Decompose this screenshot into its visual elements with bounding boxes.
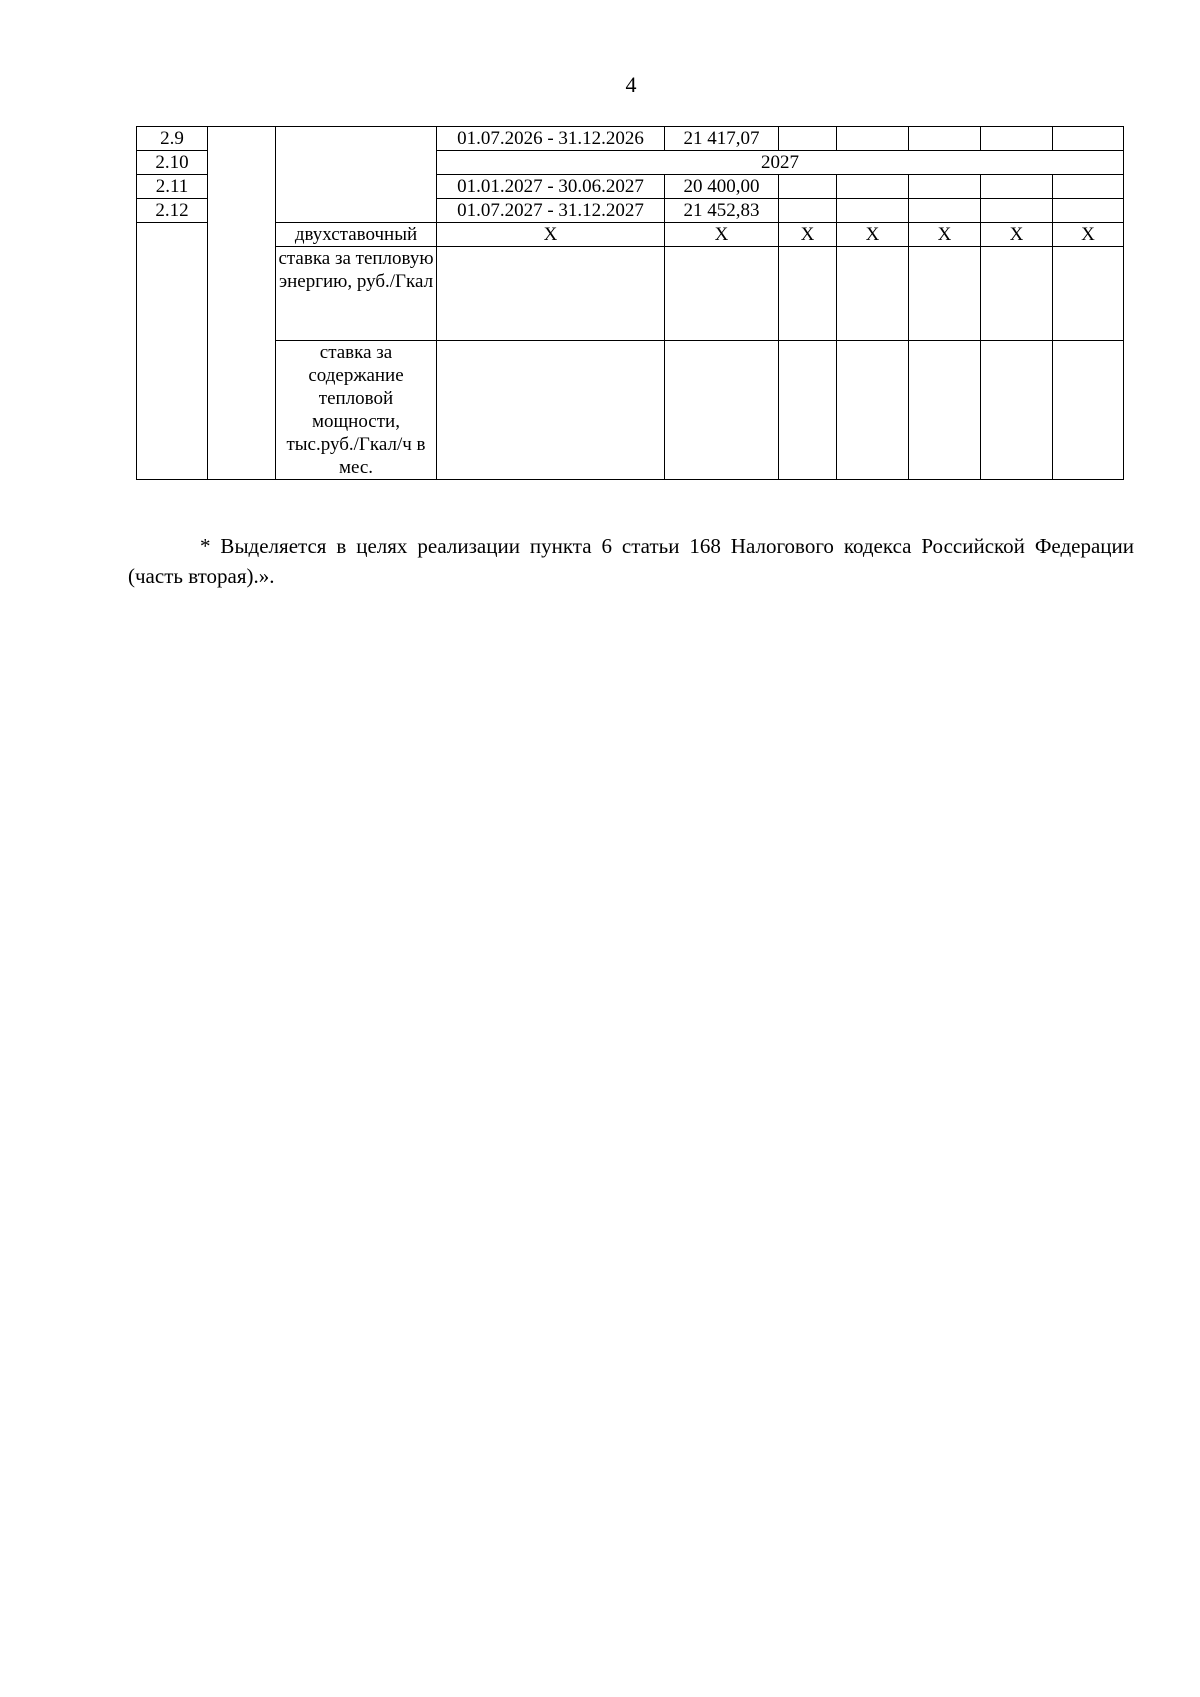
row-number: 2.11 [137, 175, 208, 199]
value-cell: 20 400,00 [665, 175, 779, 199]
table-row [137, 341, 1124, 480]
table-row [137, 223, 1124, 247]
value-cell: 21 452,83 [665, 199, 779, 223]
value-cell: 21 417,07 [665, 127, 779, 151]
footnote: * Выделяется в целях реализации пункта 6 статьи 168 Налогового кодекса Российской Федерации (часть вторая).». [128, 534, 1134, 588]
period-cell: 01.01.2027 - 30.06.2027 [437, 175, 665, 199]
x-mark: X [437, 223, 665, 247]
table-row [137, 247, 1124, 341]
x-mark: X [1053, 223, 1124, 247]
row-number: 2.12 [137, 199, 208, 223]
energy-rate-label: ставка за тепловую энергию, руб./Гкал [276, 247, 437, 341]
empty-cell [276, 127, 437, 223]
power-rate-label: ставка за содержание тепловой мощности, тыс.руб./Гкал/ч в мес. [276, 341, 437, 480]
period-cell: 01.07.2027 - 31.12.2027 [437, 199, 665, 223]
empty-cell [137, 223, 208, 480]
x-mark: X [779, 223, 837, 247]
period-cell: 01.07.2026 - 31.12.2026 [437, 127, 665, 151]
row-number: 2.10 [137, 151, 208, 175]
year-cell: 2027 [437, 151, 1124, 175]
x-mark: X [837, 223, 909, 247]
row-number: 2.9 [137, 127, 208, 151]
page-number: 4 [625, 72, 637, 97]
x-mark: X [981, 223, 1053, 247]
table-row [137, 127, 1124, 151]
two-rate-label: двухставочный [276, 223, 437, 247]
x-mark: X [665, 223, 779, 247]
empty-cell [208, 127, 276, 480]
x-mark: X [909, 223, 981, 247]
tariff-table [136, 126, 1124, 480]
